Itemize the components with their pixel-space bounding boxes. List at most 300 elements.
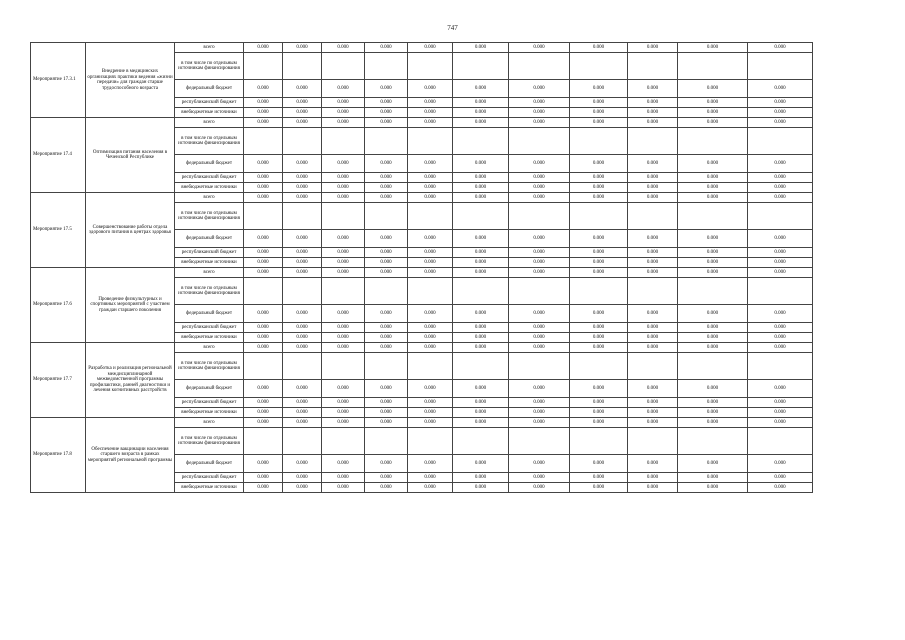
value-cell: 0.000 bbox=[509, 108, 570, 118]
value-cell bbox=[628, 53, 678, 80]
value-cell: 0.000 bbox=[748, 408, 813, 418]
value-cell: 0.000 bbox=[509, 455, 570, 473]
value-cell bbox=[678, 128, 748, 155]
value-cell: 0.000 bbox=[244, 173, 283, 183]
value-cell bbox=[748, 203, 813, 230]
value-cell: 0.000 bbox=[408, 230, 453, 248]
value-cell bbox=[283, 428, 322, 455]
value-cell bbox=[408, 428, 453, 455]
value-cell: 0.000 bbox=[322, 43, 365, 53]
measure-description-cell: Внедрение в медицинских организациях практики ведения «жизни передачи» для граждан старше трудоспособного возраста bbox=[86, 43, 175, 118]
value-cell: 0.000 bbox=[628, 323, 678, 333]
value-cell bbox=[509, 53, 570, 80]
value-cell bbox=[628, 128, 678, 155]
value-cell: 0.000 bbox=[283, 380, 322, 398]
value-cell: 0.000 bbox=[244, 483, 283, 493]
value-cell: 0.000 bbox=[509, 408, 570, 418]
value-cell bbox=[509, 203, 570, 230]
value-cell: 0.000 bbox=[748, 268, 813, 278]
funding-source-cell: всего bbox=[175, 43, 244, 53]
value-cell: 0.000 bbox=[678, 305, 748, 323]
value-cell: 0.000 bbox=[322, 323, 365, 333]
value-cell: 0.000 bbox=[748, 258, 813, 268]
value-cell: 0.000 bbox=[244, 343, 283, 353]
value-cell bbox=[570, 428, 628, 455]
value-cell: 0.000 bbox=[748, 455, 813, 473]
value-cell: 0.000 bbox=[322, 118, 365, 128]
value-cell: 0.000 bbox=[678, 80, 748, 98]
value-cell: 0.000 bbox=[453, 455, 509, 473]
value-cell: 0.000 bbox=[509, 483, 570, 493]
value-cell: 0.000 bbox=[628, 380, 678, 398]
funding-source-cell: федеральный бюджет bbox=[175, 380, 244, 398]
value-cell bbox=[453, 53, 509, 80]
value-cell: 0.000 bbox=[408, 333, 453, 343]
value-cell bbox=[748, 428, 813, 455]
value-cell bbox=[365, 128, 408, 155]
funding-source-cell: в том числе по отдельным источникам финансирования bbox=[175, 353, 244, 380]
funding-source-cell: республиканский бюджет bbox=[175, 98, 244, 108]
value-cell: 0.000 bbox=[678, 183, 748, 193]
value-cell: 0.000 bbox=[509, 473, 570, 483]
value-cell: 0.000 bbox=[408, 118, 453, 128]
value-cell: 0.000 bbox=[365, 43, 408, 53]
value-cell: 0.000 bbox=[408, 305, 453, 323]
table-row bbox=[31, 343, 813, 353]
value-cell: 0.000 bbox=[365, 183, 408, 193]
value-cell: 0.000 bbox=[365, 248, 408, 258]
funding-source-cell: федеральный бюджет bbox=[175, 80, 244, 98]
value-cell bbox=[628, 428, 678, 455]
value-cell: 0.000 bbox=[408, 418, 453, 428]
value-cell: 0.000 bbox=[283, 333, 322, 343]
value-cell bbox=[509, 128, 570, 155]
value-cell: 0.000 bbox=[365, 343, 408, 353]
value-cell: 0.000 bbox=[509, 173, 570, 183]
value-cell: 0.000 bbox=[322, 268, 365, 278]
value-cell: 0.000 bbox=[678, 43, 748, 53]
value-cell: 0.000 bbox=[570, 183, 628, 193]
value-cell: 0.000 bbox=[322, 305, 365, 323]
value-cell: 0.000 bbox=[322, 483, 365, 493]
value-cell: 0.000 bbox=[570, 333, 628, 343]
value-cell: 0.000 bbox=[570, 398, 628, 408]
value-cell: 0.000 bbox=[509, 98, 570, 108]
value-cell: 0.000 bbox=[244, 323, 283, 333]
value-cell: 0.000 bbox=[678, 108, 748, 118]
value-cell: 0.000 bbox=[678, 323, 748, 333]
value-cell: 0.000 bbox=[244, 98, 283, 108]
value-cell bbox=[570, 203, 628, 230]
value-cell: 0.000 bbox=[283, 118, 322, 128]
value-cell: 0.000 bbox=[509, 380, 570, 398]
value-cell: 0.000 bbox=[509, 343, 570, 353]
value-cell: 0.000 bbox=[244, 408, 283, 418]
value-cell: 0.000 bbox=[628, 333, 678, 343]
value-cell: 0.000 bbox=[322, 230, 365, 248]
funding-source-cell: республиканский бюджет bbox=[175, 398, 244, 408]
funding-source-cell: всего bbox=[175, 268, 244, 278]
value-cell bbox=[244, 203, 283, 230]
value-cell: 0.000 bbox=[570, 118, 628, 128]
value-cell: 0.000 bbox=[570, 343, 628, 353]
value-cell: 0.000 bbox=[570, 43, 628, 53]
value-cell: 0.000 bbox=[570, 258, 628, 268]
value-cell: 0.000 bbox=[283, 80, 322, 98]
value-cell: 0.000 bbox=[748, 230, 813, 248]
value-cell: 0.000 bbox=[365, 98, 408, 108]
table-row bbox=[31, 418, 813, 428]
funding-source-cell: внебюджетные источники bbox=[175, 183, 244, 193]
value-cell bbox=[365, 353, 408, 380]
value-cell: 0.000 bbox=[570, 323, 628, 333]
value-cell: 0.000 bbox=[570, 380, 628, 398]
value-cell: 0.000 bbox=[570, 483, 628, 493]
value-cell: 0.000 bbox=[283, 408, 322, 418]
value-cell: 0.000 bbox=[453, 305, 509, 323]
value-cell: 0.000 bbox=[628, 118, 678, 128]
value-cell: 0.000 bbox=[453, 418, 509, 428]
value-cell: 0.000 bbox=[244, 183, 283, 193]
value-cell: 0.000 bbox=[509, 80, 570, 98]
table-row bbox=[31, 43, 813, 53]
value-cell: 0.000 bbox=[628, 418, 678, 428]
value-cell: 0.000 bbox=[365, 380, 408, 398]
value-cell: 0.000 bbox=[678, 333, 748, 343]
value-cell bbox=[678, 53, 748, 80]
value-cell: 0.000 bbox=[509, 268, 570, 278]
value-cell: 0.000 bbox=[453, 118, 509, 128]
value-cell: 0.000 bbox=[509, 155, 570, 173]
funding-source-cell: республиканский бюджет bbox=[175, 473, 244, 483]
value-cell: 0.000 bbox=[408, 43, 453, 53]
value-cell: 0.000 bbox=[408, 80, 453, 98]
value-cell: 0.000 bbox=[322, 333, 365, 343]
value-cell: 0.000 bbox=[453, 473, 509, 483]
value-cell: 0.000 bbox=[748, 118, 813, 128]
value-cell: 0.000 bbox=[453, 108, 509, 118]
value-cell: 0.000 bbox=[283, 248, 322, 258]
value-cell: 0.000 bbox=[408, 473, 453, 483]
value-cell: 0.000 bbox=[628, 108, 678, 118]
value-cell: 0.000 bbox=[322, 343, 365, 353]
measure-description-cell: Обеспечение вакцинации населения старшего возраста в рамках мероприятий региональной программы bbox=[86, 418, 175, 493]
value-cell: 0.000 bbox=[408, 98, 453, 108]
value-cell: 0.000 bbox=[322, 455, 365, 473]
value-cell: 0.000 bbox=[628, 98, 678, 108]
value-cell: 0.000 bbox=[570, 305, 628, 323]
value-cell: 0.000 bbox=[678, 418, 748, 428]
value-cell: 0.000 bbox=[408, 408, 453, 418]
value-cell: 0.000 bbox=[283, 473, 322, 483]
value-cell: 0.000 bbox=[453, 230, 509, 248]
value-cell: 0.000 bbox=[453, 193, 509, 203]
value-cell bbox=[322, 53, 365, 80]
value-cell: 0.000 bbox=[244, 193, 283, 203]
value-cell: 0.000 bbox=[453, 380, 509, 398]
value-cell: 0.000 bbox=[570, 108, 628, 118]
value-cell: 0.000 bbox=[283, 398, 322, 408]
value-cell: 0.000 bbox=[570, 155, 628, 173]
value-cell: 0.000 bbox=[509, 323, 570, 333]
measure-id-cell: Мероприятие 17.4 bbox=[31, 118, 86, 193]
value-cell: 0.000 bbox=[322, 258, 365, 268]
funding-source-cell: внебюджетные источники bbox=[175, 108, 244, 118]
value-cell: 0.000 bbox=[748, 108, 813, 118]
value-cell: 0.000 bbox=[628, 483, 678, 493]
value-cell: 0.000 bbox=[628, 305, 678, 323]
value-cell: 0.000 bbox=[748, 43, 813, 53]
value-cell bbox=[322, 428, 365, 455]
value-cell: 0.000 bbox=[244, 248, 283, 258]
value-cell: 0.000 bbox=[678, 248, 748, 258]
value-cell: 0.000 bbox=[365, 333, 408, 343]
value-cell bbox=[365, 53, 408, 80]
value-cell bbox=[283, 353, 322, 380]
value-cell bbox=[570, 353, 628, 380]
value-cell: 0.000 bbox=[322, 398, 365, 408]
value-cell: 0.000 bbox=[244, 108, 283, 118]
value-cell bbox=[509, 428, 570, 455]
funding-source-cell: всего bbox=[175, 193, 244, 203]
value-cell: 0.000 bbox=[244, 258, 283, 268]
value-cell: 0.000 bbox=[322, 408, 365, 418]
value-cell bbox=[678, 278, 748, 305]
value-cell: 0.000 bbox=[678, 473, 748, 483]
value-cell: 0.000 bbox=[453, 43, 509, 53]
value-cell bbox=[283, 278, 322, 305]
funding-source-cell: внебюджетные источники bbox=[175, 333, 244, 343]
measure-id-cell: Мероприятие 17.6 bbox=[31, 268, 86, 343]
measure-id-cell: Мероприятие 17.8 bbox=[31, 418, 86, 493]
table-row bbox=[31, 118, 813, 128]
value-cell: 0.000 bbox=[748, 398, 813, 408]
value-cell: 0.000 bbox=[678, 155, 748, 173]
value-cell: 0.000 bbox=[453, 268, 509, 278]
value-cell: 0.000 bbox=[408, 343, 453, 353]
value-cell bbox=[244, 353, 283, 380]
value-cell: 0.000 bbox=[365, 473, 408, 483]
value-cell: 0.000 bbox=[322, 183, 365, 193]
value-cell bbox=[283, 53, 322, 80]
value-cell bbox=[408, 128, 453, 155]
value-cell: 0.000 bbox=[748, 183, 813, 193]
value-cell: 0.000 bbox=[365, 230, 408, 248]
funding-source-cell: республиканский бюджет bbox=[175, 323, 244, 333]
value-cell: 0.000 bbox=[365, 258, 408, 268]
value-cell: 0.000 bbox=[408, 380, 453, 398]
value-cell: 0.000 bbox=[453, 343, 509, 353]
value-cell: 0.000 bbox=[570, 248, 628, 258]
value-cell: 0.000 bbox=[570, 230, 628, 248]
value-cell: 0.000 bbox=[748, 343, 813, 353]
value-cell: 0.000 bbox=[453, 248, 509, 258]
value-cell: 0.000 bbox=[283, 173, 322, 183]
value-cell bbox=[453, 203, 509, 230]
value-cell bbox=[408, 278, 453, 305]
value-cell: 0.000 bbox=[244, 333, 283, 343]
value-cell bbox=[628, 278, 678, 305]
value-cell bbox=[408, 53, 453, 80]
value-cell: 0.000 bbox=[453, 323, 509, 333]
value-cell: 0.000 bbox=[453, 80, 509, 98]
value-cell bbox=[322, 128, 365, 155]
funding-source-cell: всего bbox=[175, 343, 244, 353]
value-cell: 0.000 bbox=[283, 323, 322, 333]
funding-source-cell: в том числе по отдельным источникам финансирования bbox=[175, 428, 244, 455]
value-cell: 0.000 bbox=[748, 323, 813, 333]
value-cell bbox=[453, 128, 509, 155]
value-cell: 0.000 bbox=[628, 398, 678, 408]
value-cell: 0.000 bbox=[244, 268, 283, 278]
value-cell: 0.000 bbox=[283, 483, 322, 493]
value-cell: 0.000 bbox=[365, 323, 408, 333]
value-cell: 0.000 bbox=[748, 173, 813, 183]
value-cell: 0.000 bbox=[509, 43, 570, 53]
value-cell: 0.000 bbox=[283, 455, 322, 473]
value-cell: 0.000 bbox=[283, 343, 322, 353]
value-cell bbox=[322, 353, 365, 380]
value-cell: 0.000 bbox=[408, 173, 453, 183]
value-cell: 0.000 bbox=[365, 398, 408, 408]
value-cell: 0.000 bbox=[748, 333, 813, 343]
value-cell: 0.000 bbox=[322, 98, 365, 108]
value-cell: 0.000 bbox=[628, 183, 678, 193]
table-row bbox=[31, 193, 813, 203]
value-cell bbox=[365, 203, 408, 230]
value-cell: 0.000 bbox=[365, 193, 408, 203]
value-cell: 0.000 bbox=[570, 455, 628, 473]
value-cell: 0.000 bbox=[408, 268, 453, 278]
value-cell: 0.000 bbox=[365, 80, 408, 98]
value-cell: 0.000 bbox=[365, 418, 408, 428]
funding-source-cell: федеральный бюджет bbox=[175, 155, 244, 173]
value-cell: 0.000 bbox=[748, 80, 813, 98]
value-cell: 0.000 bbox=[408, 108, 453, 118]
value-cell: 0.000 bbox=[322, 418, 365, 428]
value-cell: 0.000 bbox=[283, 43, 322, 53]
value-cell: 0.000 bbox=[283, 108, 322, 118]
value-cell: 0.000 bbox=[678, 455, 748, 473]
value-cell bbox=[244, 128, 283, 155]
value-cell: 0.000 bbox=[283, 98, 322, 108]
value-cell: 0.000 bbox=[283, 193, 322, 203]
funding-source-cell: внебюджетные источники bbox=[175, 483, 244, 493]
value-cell: 0.000 bbox=[365, 155, 408, 173]
value-cell: 0.000 bbox=[748, 380, 813, 398]
value-cell bbox=[408, 203, 453, 230]
value-cell bbox=[570, 128, 628, 155]
value-cell: 0.000 bbox=[365, 408, 408, 418]
funding-source-cell: в том числе по отдельным источникам финансирования bbox=[175, 53, 244, 80]
value-cell: 0.000 bbox=[453, 173, 509, 183]
value-cell: 0.000 bbox=[509, 230, 570, 248]
value-cell: 0.000 bbox=[748, 473, 813, 483]
value-cell: 0.000 bbox=[408, 455, 453, 473]
value-cell: 0.000 bbox=[570, 193, 628, 203]
value-cell: 0.000 bbox=[408, 258, 453, 268]
value-cell: 0.000 bbox=[244, 118, 283, 128]
value-cell: 0.000 bbox=[748, 193, 813, 203]
value-cell: 0.000 bbox=[322, 108, 365, 118]
value-cell: 0.000 bbox=[628, 155, 678, 173]
table-row bbox=[31, 268, 813, 278]
value-cell: 0.000 bbox=[678, 258, 748, 268]
value-cell bbox=[509, 278, 570, 305]
funding-source-cell: всего bbox=[175, 418, 244, 428]
value-cell: 0.000 bbox=[408, 483, 453, 493]
value-cell: 0.000 bbox=[628, 455, 678, 473]
value-cell: 0.000 bbox=[365, 268, 408, 278]
value-cell bbox=[748, 53, 813, 80]
value-cell bbox=[408, 353, 453, 380]
value-cell: 0.000 bbox=[509, 398, 570, 408]
value-cell: 0.000 bbox=[322, 80, 365, 98]
funding-source-cell: республиканский бюджет bbox=[175, 173, 244, 183]
value-cell bbox=[244, 278, 283, 305]
funding-source-cell: республиканский бюджет bbox=[175, 248, 244, 258]
value-cell: 0.000 bbox=[283, 183, 322, 193]
value-cell bbox=[748, 353, 813, 380]
value-cell bbox=[322, 278, 365, 305]
value-cell: 0.000 bbox=[570, 473, 628, 483]
value-cell: 0.000 bbox=[408, 398, 453, 408]
value-cell: 0.000 bbox=[628, 230, 678, 248]
value-cell: 0.000 bbox=[570, 408, 628, 418]
value-cell: 0.000 bbox=[748, 98, 813, 108]
page-number: 747 bbox=[447, 24, 458, 32]
value-cell: 0.000 bbox=[678, 173, 748, 183]
funding-source-cell: федеральный бюджет bbox=[175, 230, 244, 248]
value-cell: 0.000 bbox=[628, 80, 678, 98]
value-cell bbox=[453, 353, 509, 380]
value-cell: 0.000 bbox=[283, 155, 322, 173]
value-cell: 0.000 bbox=[244, 80, 283, 98]
measure-description-cell: Оптимизация питания населения в Чеченской Республике bbox=[86, 118, 175, 193]
value-cell bbox=[628, 203, 678, 230]
value-cell: 0.000 bbox=[453, 333, 509, 343]
value-cell bbox=[365, 428, 408, 455]
value-cell: 0.000 bbox=[322, 193, 365, 203]
value-cell bbox=[509, 353, 570, 380]
value-cell: 0.000 bbox=[509, 305, 570, 323]
value-cell bbox=[453, 278, 509, 305]
value-cell: 0.000 bbox=[244, 155, 283, 173]
value-cell bbox=[365, 278, 408, 305]
value-cell: 0.000 bbox=[244, 230, 283, 248]
value-cell: 0.000 bbox=[365, 173, 408, 183]
value-cell: 0.000 bbox=[678, 98, 748, 108]
value-cell: 0.000 bbox=[628, 193, 678, 203]
value-cell: 0.000 bbox=[408, 183, 453, 193]
value-cell: 0.000 bbox=[748, 155, 813, 173]
value-cell: 0.000 bbox=[628, 408, 678, 418]
value-cell: 0.000 bbox=[509, 118, 570, 128]
value-cell bbox=[322, 203, 365, 230]
value-cell: 0.000 bbox=[678, 118, 748, 128]
value-cell: 0.000 bbox=[748, 483, 813, 493]
value-cell: 0.000 bbox=[322, 473, 365, 483]
value-cell: 0.000 bbox=[570, 98, 628, 108]
value-cell: 0.000 bbox=[628, 473, 678, 483]
value-cell: 0.000 bbox=[678, 230, 748, 248]
measure-id-cell: Мероприятие 17.5 bbox=[31, 193, 86, 268]
value-cell: 0.000 bbox=[244, 380, 283, 398]
funding-source-cell: внебюджетные источники bbox=[175, 408, 244, 418]
value-cell: 0.000 bbox=[678, 398, 748, 408]
value-cell bbox=[678, 353, 748, 380]
value-cell: 0.000 bbox=[509, 333, 570, 343]
